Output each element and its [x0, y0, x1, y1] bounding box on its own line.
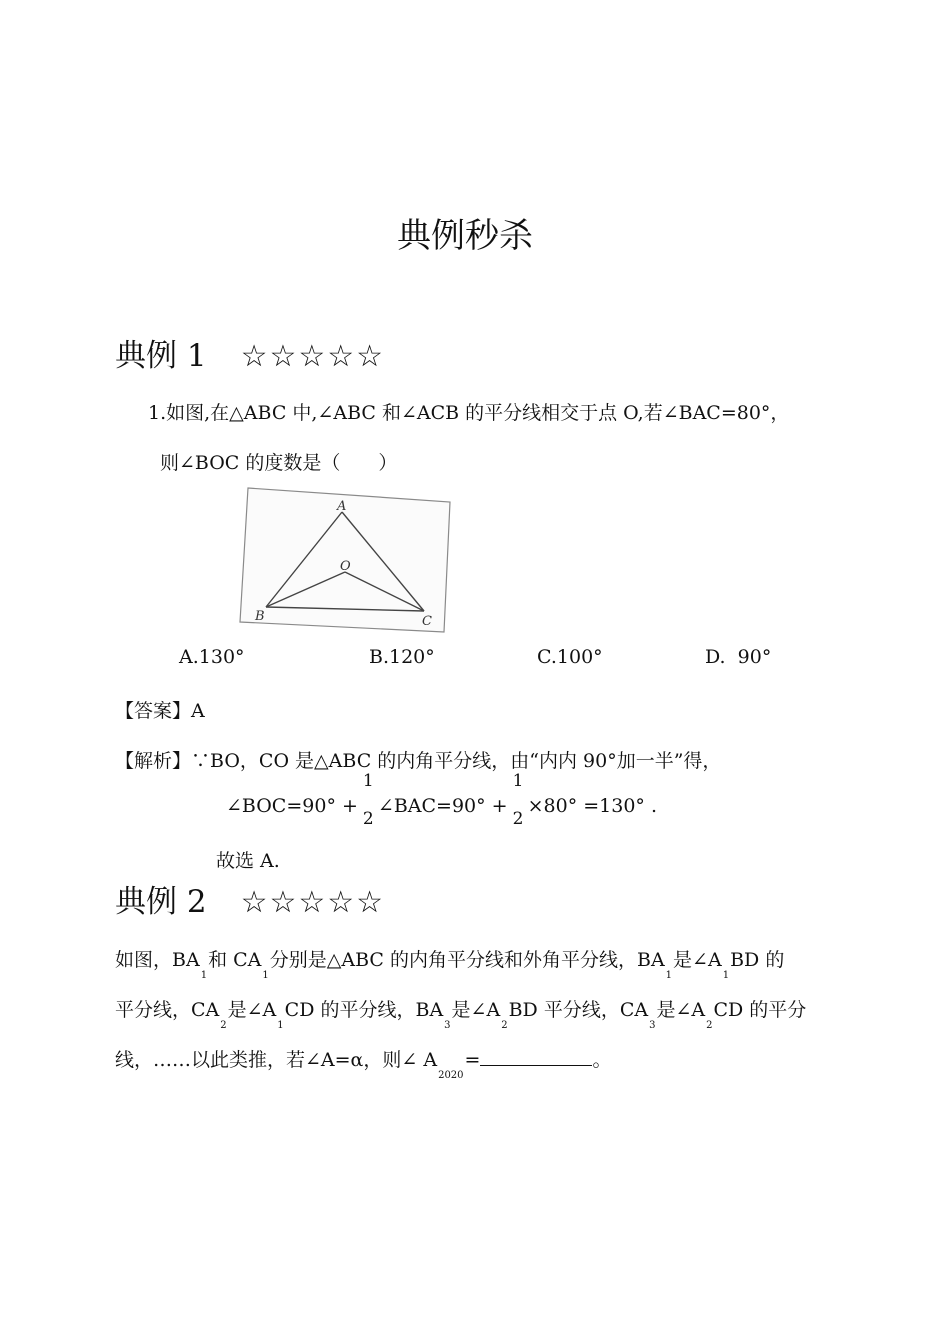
fraction-denominator: 2 — [362, 809, 374, 829]
text-run: BD 平分线，CA — [508, 999, 649, 1021]
label-o: O — [340, 559, 351, 574]
analysis-label: 【解析】 — [115, 750, 192, 772]
example-1-heading — [115, 330, 385, 375]
page-title: 典例秒杀 — [397, 216, 533, 256]
subscript: 1 — [722, 970, 730, 981]
subscript: 1 — [665, 970, 673, 981]
formula-part-2: ∠BAC=90° + — [377, 795, 508, 817]
option-d: D. 90° — [705, 646, 772, 668]
text-run: 线，……以此类推，若∠A=α，则∠ A — [115, 1049, 438, 1071]
option-b: B.120° — [369, 646, 435, 668]
text-run: 是∠A — [656, 999, 706, 1021]
subscript: 2020 — [438, 1070, 464, 1081]
answer-label: 【答案】 — [115, 700, 192, 722]
text-run: BD 的 — [730, 949, 785, 971]
fraction-numerator: 1 — [362, 771, 374, 791]
example-2-line-2 — [115, 995, 807, 1031]
analysis-line — [115, 746, 721, 773]
text-run: 分别是△ABC 的内角平分线和外角平分线，BA — [269, 949, 665, 971]
example-1-title: 典例 1 — [115, 338, 207, 374]
formula-line — [226, 771, 658, 829]
text-run: 是∠A — [673, 949, 722, 971]
text-run: = — [464, 1049, 481, 1071]
example-2-title: 典例 2 — [115, 884, 207, 920]
fraction-half-2 — [510, 771, 526, 829]
answer-value: A — [191, 700, 205, 722]
subscript: 2 — [220, 1020, 227, 1031]
example-2-line-1 — [115, 945, 785, 981]
fraction-numerator: 1 — [512, 771, 524, 791]
answer-line — [115, 696, 205, 723]
text-run: CD 的平分线，BA — [284, 999, 444, 1021]
difficulty-stars: ☆☆☆☆☆ — [240, 339, 386, 374]
subscript: 1 — [262, 970, 269, 981]
subscript: 3 — [649, 1020, 656, 1031]
example-2-heading — [115, 876, 385, 921]
formula-part-1: ∠BOC=90° + — [226, 795, 358, 817]
conclusion: 故选 A. — [216, 850, 280, 872]
answer-blank — [480, 1047, 592, 1066]
subscript: 1 — [200, 970, 208, 981]
text-run: 平分线，CA — [115, 999, 220, 1021]
fraction-half-1 — [360, 771, 376, 829]
subscript: 3 — [444, 1020, 451, 1031]
text-run: 是∠A — [227, 999, 277, 1021]
question-line-1: 1.如图,在△ABC 中,∠ABC 和∠ACB 的平分线相交于点 O,若∠BAC=80°， — [148, 402, 790, 424]
subscript: 2 — [501, 1020, 508, 1031]
text-run: 和 CA — [208, 949, 262, 971]
label-b: B — [255, 609, 265, 624]
difficulty-stars: ☆☆☆☆☆ — [240, 885, 386, 920]
subscript: 1 — [277, 1020, 284, 1031]
option-a: A.130° — [179, 646, 245, 668]
text-run: 如图，BA — [115, 949, 200, 971]
text-run: 是∠A — [451, 999, 501, 1021]
formula-part-3: ×80° =130° . — [527, 795, 658, 817]
fraction-denominator: 2 — [512, 809, 524, 829]
text-run: CD 的平分 — [713, 999, 807, 1021]
option-c: C.100° — [537, 646, 603, 668]
question-line-2: 则∠BOC 的度数是（ ） — [160, 452, 398, 474]
label-a: A — [337, 499, 347, 514]
subscript: 2 — [706, 1020, 713, 1031]
text-run: 。 — [592, 1049, 612, 1071]
analysis-text: ∵BO，CO 是△ABC 的内角平分线，由“内内 90°加一半”得， — [191, 750, 722, 772]
example-2-line-3 — [115, 1045, 612, 1081]
label-c: C — [422, 614, 432, 629]
triangle-figure — [238, 486, 452, 634]
